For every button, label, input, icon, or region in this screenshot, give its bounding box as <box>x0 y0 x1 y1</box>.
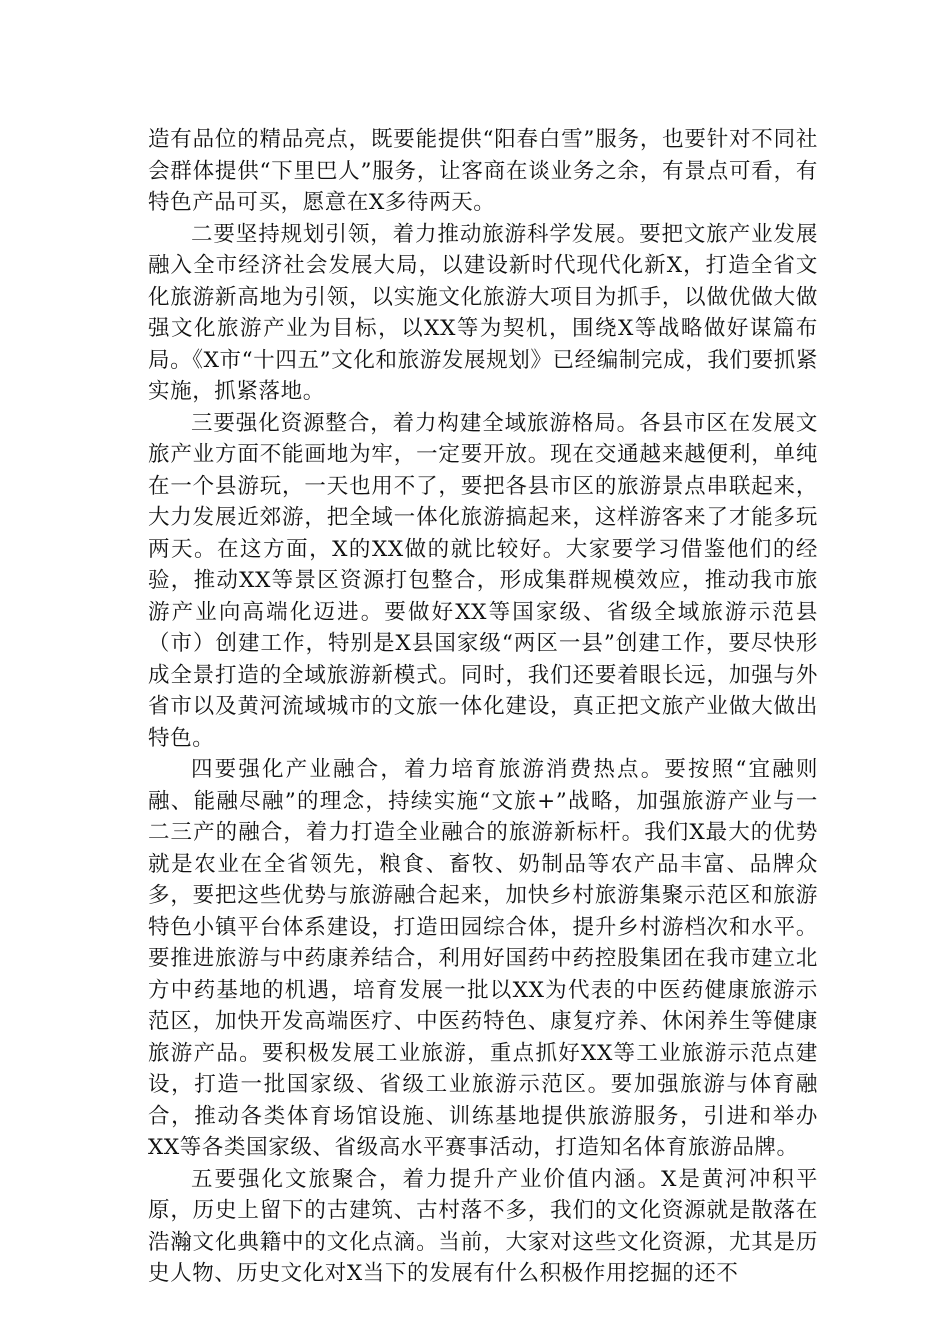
paragraph-planning-guidance: 二要坚持规划引领，着力推动旅游科学发展。要把文旅产业发展融入全市经济社会发展大局，以建设新时代现代化新X，打造全省文化旅游新高地为引领，以实施文化旅游大项目为抓手，以做优做大做强文化旅游产业为目标，以XX等为契机，围绕X等战略做好谋篇布局。《X市“十四五”文化和旅游发展规划》已经编制完成，我们要抓紧实施，抓紧落地。 <box>148 221 818 404</box>
paragraph-continuation: 造有品位的精品亮点，既要能提供“阳春白雪”服务，也要针对不同社会群体提供“下里巴人”服务，让客商在谈业务之余，有景点可看，有特色产品可买，愿意在X多待两天。 <box>148 127 818 215</box>
document-page <box>148 124 818 1290</box>
paragraph-resource-integration: 三要强化资源整合，着力构建全域旅游格局。各县市区在发展文旅产业方面不能画地为牢，一定要开放。现在交通越来越便利，单纯在一个县游玩，一天也用不了，要把各县市区的旅游景点串联起来，大力发展近郊游，把全域一体化旅游搞起来，这样游客来了才能多玩两天。在这方面，X的XX做的就比较好。大家要学习借鉴他们的经验，推动XX等景区资源打包整合，形成集群规模效应，推动我市旅游产业向高端化迈进。要做好XX等国家级、省级全域旅游示范县（市）创建工作，特别是X县国家级“两区一县”创建工作，要尽快形成全景打造的全域旅游新模式。同时，我们还要着眼长远，加强与外省市以及黄河流域城市的文旅一体化建设，真正把文旅产业做大做出特色。 <box>148 410 818 751</box>
paragraph-culture-tourism: 五要强化文旅聚合，着力提升产业价值内涵。X是黄河冲积平原，历史上留下的古建筑、古村落不多，我们的文化资源就是散落在浩瀚文化典籍中的文化点滴。当前，大家对这些文化资源，尤其是历史人物、历史文化对X当下的发展有什么积极作用挖掘的还不 <box>148 1166 818 1286</box>
paragraph-industry-fusion: 四要强化产业融合，着力培育旅游消费热点。要按照“宜融则融、能融尽融”的理念，持续实施“文旅+”战略，加强旅游产业与一二三产的融合，着力打造全业融合的旅游新标杆。我们X最大的优势就是农业在全省领先，粮食、畜牧、奶制品等农产品丰富、品牌众多，要把这些优势与旅游融合起来，加快乡村旅游集聚示范区和旅游特色小镇平台体系建设，打造田园综合体，提升乡村游档次和水平。要推进旅游与中药康养结合，利用好国药中药控股集团在我市建立北方中药基地的机遇，培育发展一批以XX为代表的中医药健康旅游示范区，加快开发高端医疗、中医药特色、康复疗养、休闲养生等健康旅游产品。要积极发展工业旅游，重点抓好XX等工业旅游示范点建设，打造一批国家级、省级工业旅游示范区。要加强旅游与体育融合，推动各类体育场馆设施、训练基地提供旅游服务，引进和举办XX等各类国家级、省级高水平赛事活动，打造知名体育旅游品牌。 <box>148 757 818 1160</box>
